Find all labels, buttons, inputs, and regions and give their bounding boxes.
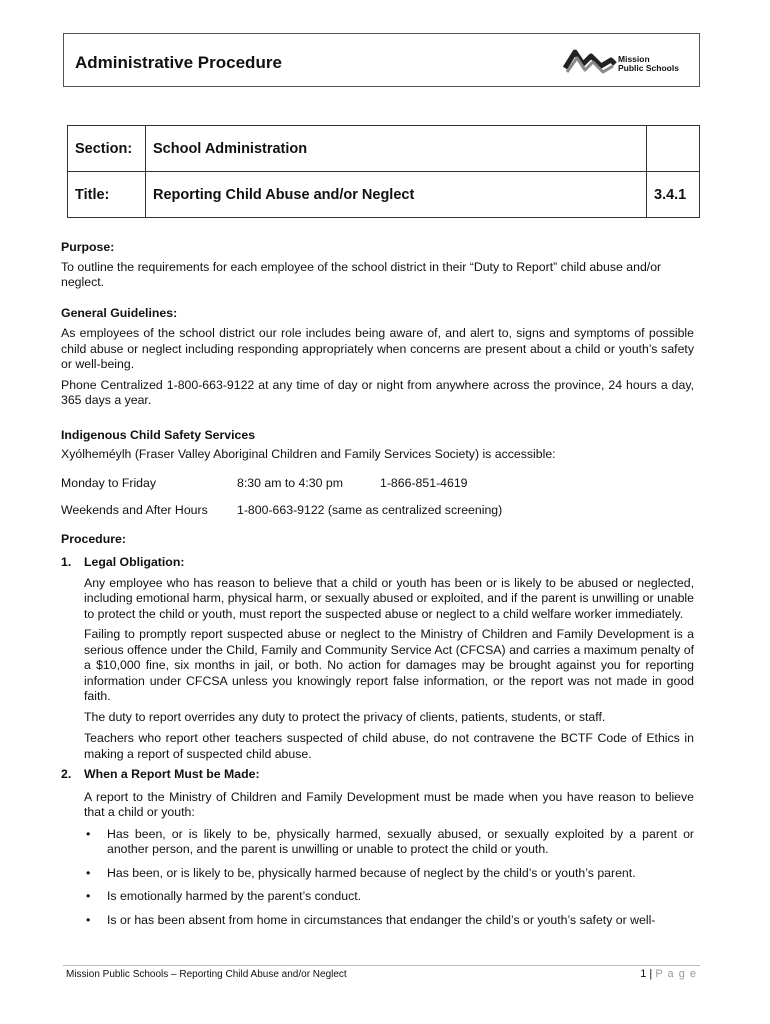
document-body [61,240,694,928]
procedure-heading: Procedure: [61,531,126,546]
guidelines-paragraph-1: As employees of the school district our role includes being aware of, and alert to, signs and symptoms of possible child abuse or neglect including responding appropriately when concerns are present about a child or youth’s safety or well-being. [61,326,694,371]
procedure-item-1 [61,555,694,762]
purpose-heading: Purpose: [61,240,115,254]
weekday-hours: 8:30 am to 4:30 pm [237,475,343,490]
list-item: • Is or has been absent from home in circumstances that endanger the child’s or youth’s safety or well- [86,912,656,927]
item-2-bullet-list [61,827,694,929]
title-row [68,172,700,218]
item-2-number: 2. [61,767,72,781]
item-1-paragraph-3: The duty to report overrides any duty to protect the privacy of clients, patients, students, or staff. [84,709,606,724]
purpose-text: To outline the requirements for each employee of the school district in their “Duty to Report” child abuse and/or neglect. [61,259,662,289]
weekend-phone: 1-800-663-9122 (same as centralized screening) [237,503,503,517]
footer-doc-title: Mission Public Schools – Reporting Child Abuse and/or Neglect [66,969,347,980]
title-label: Title: [68,172,146,218]
bullet-icon: • [86,912,91,927]
list-item: • Has been, or is likely to be, physically harmed, sexually abused, or sexually exploited by a parent or another person, and the parent is unwilling or unable to protect the child or youth. [86,826,694,856]
guidelines-paragraph-2: Phone Centralized 1-800-663-9122 at any time of day or night from anywhere across the province, 24 hours a day, 365 days a year. [61,377,694,407]
section-value: School Administration [146,126,647,172]
title-value: Reporting Child Abuse and/or Neglect [146,172,647,218]
weekday-phone: 1-866-851-4619 [380,475,468,490]
bullet-icon: • [86,865,91,880]
school-logo [563,42,693,82]
item-2-intro: A report to the Ministry of Children and Family Development must be made when you have reason to believe that a child or youth: [84,789,694,819]
indigenous-text: Xyólheméylh (Fraser Valley Aboriginal Children and Family Services Society) is accessible: [61,447,556,461]
list-item: • Is emotionally harmed by the parent’s conduct. [86,889,362,903]
procedure-item-2 [61,767,694,928]
item-2-title: When a Report Must be Made: [84,767,260,781]
header-box [63,33,700,87]
indigenous-heading: Indigenous Child Safety Services [61,427,256,442]
item-1-title: Legal Obligation: [84,555,185,569]
section-row [68,126,700,172]
item-1-paragraph-4: Teachers who report other teachers suspected of child abuse, do not contravene the BCTF Code of Ethics in making a report of suspected child abuse. [84,731,694,761]
hours-row-weekday [61,476,694,492]
weekend-label: Weekends and After Hours [61,503,208,517]
footer-page-number: 1 | P a g e [640,968,697,980]
procedure-number: 3.4.1 [647,172,700,218]
section-empty-cell [647,126,700,172]
page-footer [63,965,700,984]
procedure-meta-table [67,125,700,218]
page-title: Administrative Procedure [75,53,282,72]
item-1-paragraph-1: Any employee who has reason to believe that a child or youth has been or is likely to be abused or neglected, including emotional harm, physical harm, or sexually abused or exploited, and if the parent is unwilling or unable to protect the child or youth, must report the suspected abuse or neglect to a child welfare worker immediately. [84,575,694,621]
hours-row-weekend [61,503,694,519]
item-1-paragraph-2: Failing to promptly report suspected abuse or neglect to the Ministry of Children and Family Development is a serious offence under the Child, Family and Community Service Act (CFCSA) and carries a maximum penalty of a $10,000 fine, six months in jail, or both. No action for damages may be brought against you for reporting information under CFCSA unless you knowingly report false information, or the report was not made in good faith. [84,627,694,703]
bullet-icon: • [86,826,91,841]
logo-text: Mission Public Schools [618,54,679,73]
guidelines-heading: General Guidelines: [61,305,178,320]
section-label: Section: [68,126,146,172]
bullet-icon: • [86,889,91,903]
list-item: • Has been, or is likely to be, physically harmed because of neglect by the child’s or youth’s parent. [86,865,636,880]
weekday-label: Monday to Friday [61,475,157,490]
item-1-number: 1. [61,555,72,569]
